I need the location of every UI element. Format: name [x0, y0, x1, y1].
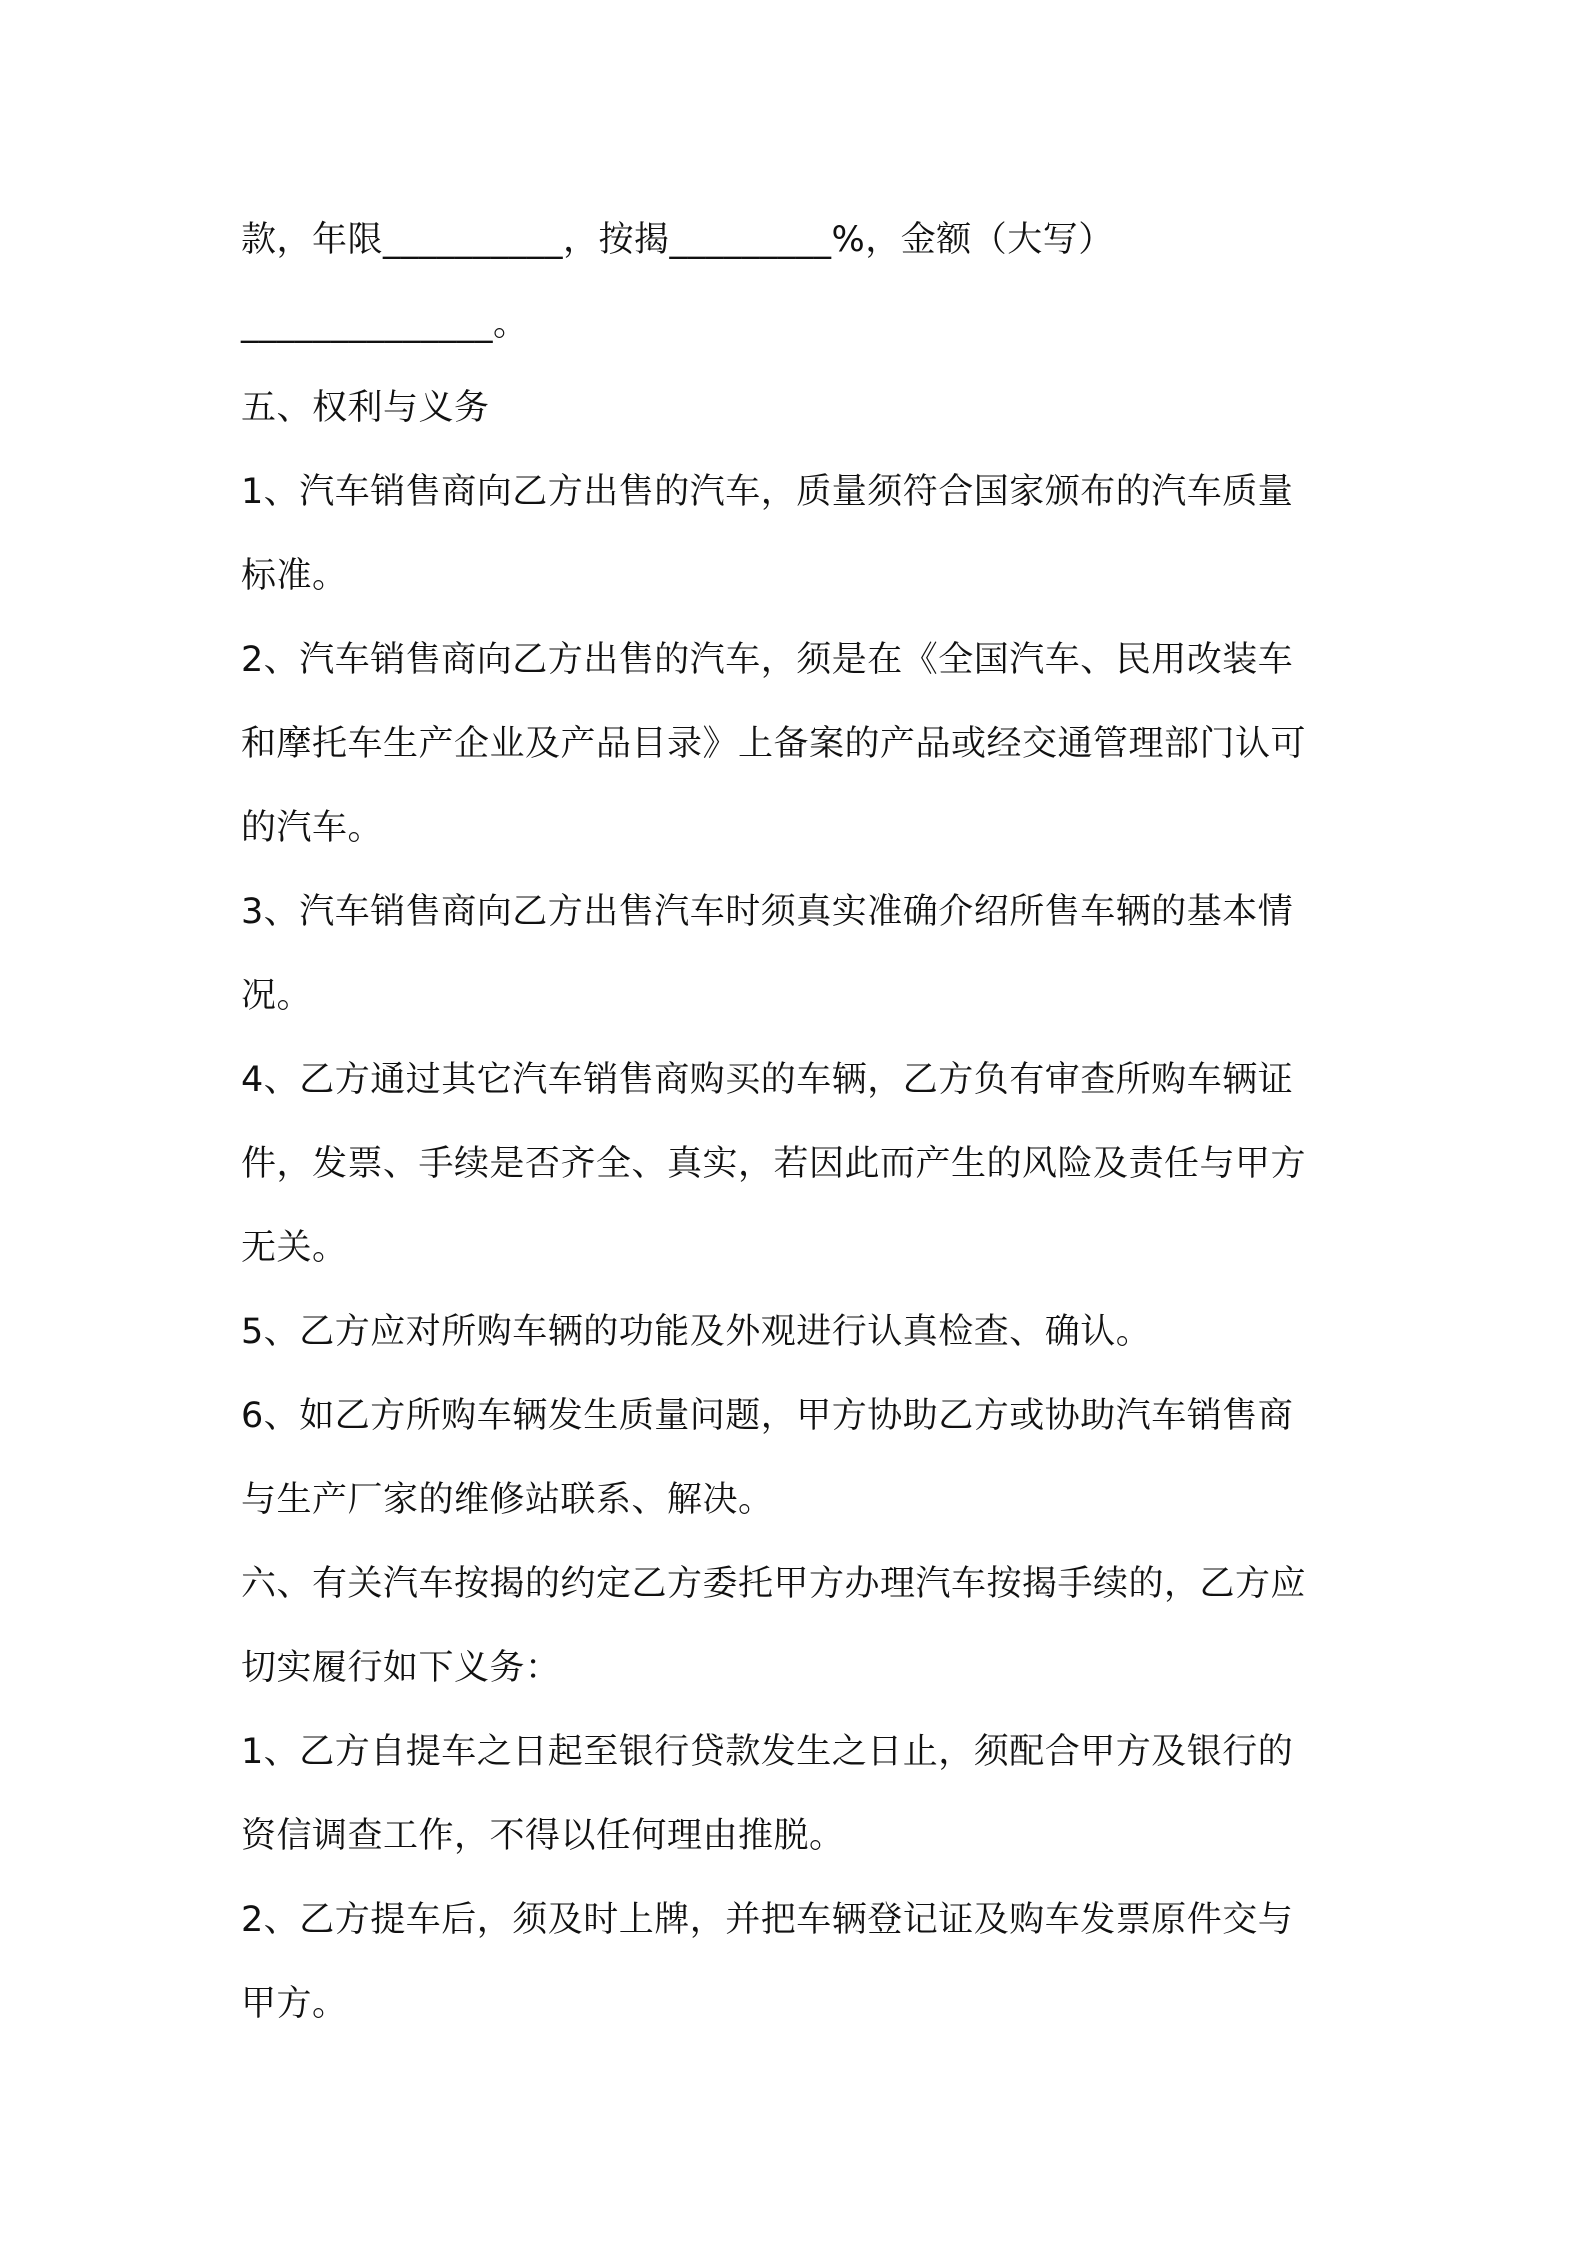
text-line: 款，年限__________，按揭_________%，金额（大写） — [241, 220, 1114, 260]
text-line: 的汽车。 — [241, 808, 384, 848]
text-line: 标准。 — [241, 556, 348, 596]
text-line: 甲方。 — [241, 1984, 348, 2024]
text-line: 2、乙方提车后，须及时上牌，并把车辆登记证及购车发票原件交与 — [241, 1900, 1294, 1940]
text-line: 6、如乙方所购车辆发生质量问题，甲方协助乙方或协助汽车销售商 — [241, 1396, 1294, 1436]
text-line: 与生产厂家的维修站联系、解决。 — [241, 1480, 774, 1520]
text-line: 2、汽车销售商向乙方出售的汽车，须是在《全国汽车、民用改装车 — [241, 640, 1294, 680]
text-line: 和摩托车生产企业及产品目录》上备案的产品或经交通管理部门认可 — [241, 724, 1307, 764]
text-line: 切实履行如下义务： — [241, 1648, 561, 1688]
text-line: 1、乙方自提车之日起至银行贷款发生之日止，须配合甲方及银行的 — [241, 1732, 1294, 1772]
section-heading: 五、权利与义务 — [241, 388, 490, 428]
text-line: ______________。 — [241, 304, 529, 344]
section-heading: 六、有关汽车按揭的约定乙方委托甲方办理汽车按揭手续的，乙方应 — [241, 1564, 1307, 1604]
text-line: 况。 — [241, 976, 313, 1016]
text-line: 5、乙方应对所购车辆的功能及外观进行认真检查、确认。 — [241, 1312, 1152, 1352]
text-line: 资信调查工作，不得以任何理由推脱。 — [241, 1816, 845, 1856]
text-line: 4、乙方通过其它汽车销售商购买的车辆，乙方负有审查所购车辆证 — [241, 1060, 1294, 1100]
text-line: 件，发票、手续是否齐全、真实，若因此而产生的风险及责任与甲方 — [241, 1144, 1307, 1184]
document-body — [241, 198, 1361, 2046]
text-line: 3、汽车销售商向乙方出售汽车时须真实准确介绍所售车辆的基本情 — [241, 892, 1294, 932]
text-line: 1、汽车销售商向乙方出售的汽车，质量须符合国家颁布的汽车质量 — [241, 472, 1294, 512]
text-line: 无关。 — [241, 1228, 348, 1268]
